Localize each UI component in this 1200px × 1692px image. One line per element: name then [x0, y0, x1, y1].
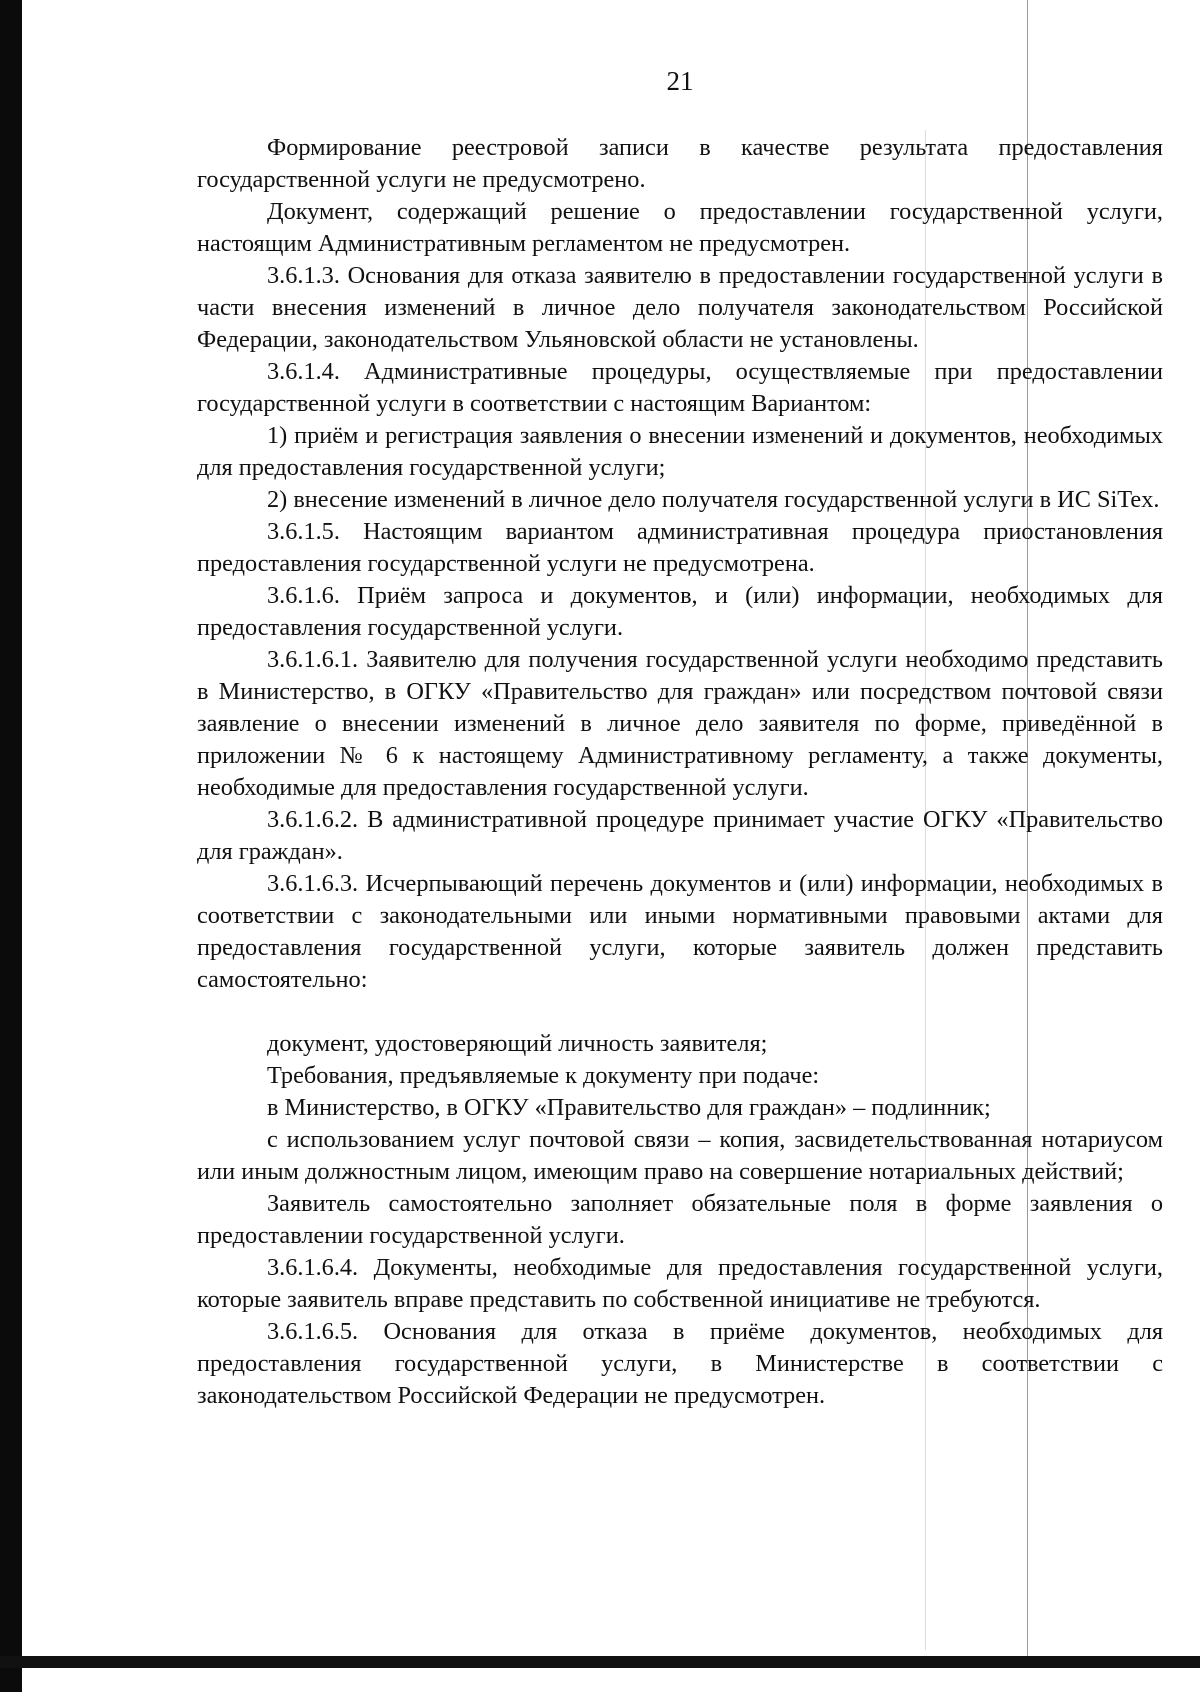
paragraph-3-6-1-6: 3.6.1.6. Приём запроса и документов, и (или) информации, необходимых для предоставления государственной услуги.	[197, 582, 1163, 641]
paragraph-required-fields: Заявитель самостоятельно заполняет обязательные поля в форме заявления о предоставлении государственной услуги.	[197, 1190, 1163, 1249]
scan-left-edge	[0, 0, 22, 1692]
page-number: 21	[666, 66, 694, 96]
paragraph-3-6-1-6-2: 3.6.1.6.2. В административной процедуре принимает участие ОГКУ «Правительство для граждан».	[197, 806, 1163, 865]
paragraph-3-6-1-4: 3.6.1.4. Административные процедуры, осуществляемые при предоставлении государственной услуги в соответствии с настоящим Вариантом:	[197, 358, 1163, 417]
paragraph-postal-copy: с использованием услуг почтовой связи – копия, засвидетельствованная нотариусом или иным должностным лицом, имеющим право на совершение нотариальных действий;	[197, 1126, 1163, 1185]
paragraph-identity-document: документ, удостоверяющий личность заявителя;	[267, 1030, 768, 1057]
paragraph-3-6-1-5: 3.6.1.5. Настоящим вариантом административная процедура приостановления предоставления государственной услуги не предусмотрена.	[197, 518, 1163, 577]
paragraph-3-6-1-6-1: 3.6.1.6.1. Заявителю для получения государственной услуги необходимо представить в Министерство, в ОГКУ «Правительство для граждан» или посредством почтовой связи заявление о внесении изменений в личное дело заявителя по форме, приведённой в приложении № 6 к настоящему Административному регламенту, а также документы, необходимые для предоставления государственной услуги.	[197, 646, 1163, 801]
paragraph-3-6-1-3: 3.6.1.3. Основания для отказа заявителю в предоставлении государственной услуги в части внесения изменений в личное дело получателя законодательством Российской Федерации, законодательством Ульяновской области не установлены.	[197, 262, 1163, 353]
paragraph-registry-record: Формирование реестровой записи в качестве результата предоставления государственной услуги не предусмотрено.	[197, 134, 1163, 193]
paragraph-3-6-1-6-3: 3.6.1.6.3. Исчерпывающий перечень документов и (или) информации, необходимых в соответствии с законодательными или иными нормативными правовыми актами для предоставления государственной услуги, которые заявитель должен представить самостоятельно:	[197, 870, 1163, 993]
list-item-2: 2) внесение изменений в личное дело получателя государственной услуги в ИС SiTex.	[267, 486, 1160, 513]
paragraph-requirements: Требования, предъявляемые к документу при подаче:	[267, 1062, 820, 1089]
paragraph-decision-document: Документ, содержащий решение о предоставлении государственной услуги, настоящим Административным регламентом не предусмотрен.	[197, 198, 1163, 257]
paragraph-original: в Министерство, в ОГКУ «Правительство для граждан» – подлинник;	[267, 1094, 991, 1121]
paragraph-3-6-1-6-5: 3.6.1.6.5. Основания для отказа в приёме документов, необходимых для предоставления государственной услуги, в Министерстве в соответствии с законодательством Российской Федерации не предусмотрен.	[197, 1318, 1163, 1409]
document-body	[197, 132, 1163, 1412]
scan-bottom-edge	[0, 1656, 1200, 1668]
list-item-1: 1) приём и регистрация заявления о внесении изменений и документов, необходимых для предоставления государственной услуги;	[197, 422, 1163, 481]
paragraph-3-6-1-6-4: 3.6.1.6.4. Документы, необходимые для предоставления государственной услуги, которые заявитель вправе представить по собственной инициативе не требуются.	[197, 1254, 1163, 1313]
